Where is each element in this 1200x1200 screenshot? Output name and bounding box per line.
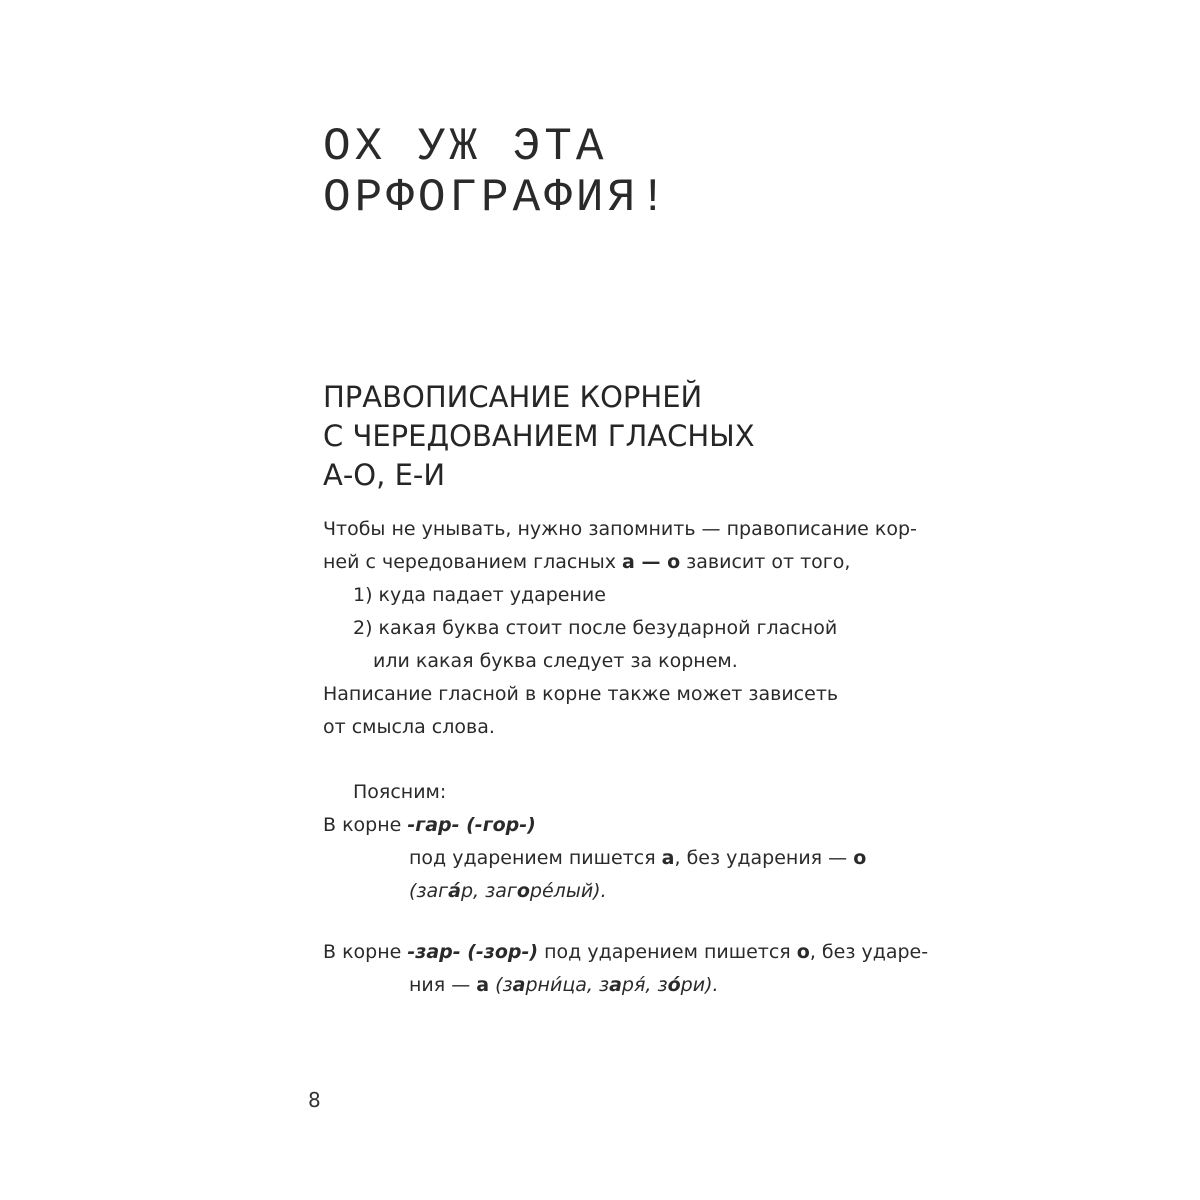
- vowel-bold: о́: [667, 974, 681, 996]
- example-text: рни́ца, з: [525, 974, 610, 996]
- list-item-2-continued: или какая буква следует за корнем.: [373, 650, 738, 672]
- rule-1-line-2: [323, 842, 943, 875]
- vowel-bold: о: [853, 847, 867, 869]
- example-text: ри).: [680, 974, 719, 996]
- example-text: (з: [489, 974, 513, 996]
- list-item-1: 1) куда падает ударение: [353, 584, 606, 606]
- section-title-line-3: А-О, Е-И: [323, 458, 446, 492]
- explain-heading: Поясним:: [353, 781, 447, 803]
- root-label: -зар- (-зор-): [407, 941, 539, 963]
- intro-line-5: Написание гласной в корне также может зависеть: [323, 683, 839, 705]
- vowel-bold: о: [516, 880, 530, 902]
- example-text: ря́, з: [621, 974, 668, 996]
- example-text: ре́лый).: [529, 880, 607, 902]
- rule-text: , без ударения —: [674, 847, 854, 869]
- list-item-2: 2) какая буква стоит после безударной гласной: [353, 617, 838, 639]
- example-text: р, заг: [460, 880, 517, 902]
- intro-text: ней с чередованием гласных: [323, 551, 623, 573]
- body-text: [323, 513, 943, 1002]
- rule-1-line-1: [323, 809, 943, 842]
- chapter-title: [323, 122, 923, 224]
- vowel-bold: а́: [448, 880, 461, 902]
- intro-line-6: от смысла слова.: [323, 716, 495, 738]
- chapter-title-line-2: ОРФОГРАФИЯ!: [323, 172, 671, 224]
- rule-text: под ударением пишется: [538, 941, 797, 963]
- intro-line-1: Чтобы не унывать, нужно запомнить — правописание кор-: [323, 518, 917, 540]
- rule-2-line-2: [323, 969, 943, 1002]
- rule-2-line-1: [323, 936, 943, 969]
- vowel-pair-bold: а — о: [622, 551, 681, 573]
- vowel-bold: а: [609, 974, 622, 996]
- intro-text: зависит от того,: [680, 551, 851, 573]
- section-title-line-2: С ЧЕРЕДОВАНИЕМ ГЛАСНЫХ: [323, 419, 755, 453]
- chapter-title-line-1: ОХ УЖ ЭТА: [323, 121, 608, 173]
- section-title-line-1: ПРАВОПИСАНИЕ КОРНЕЙ: [323, 380, 703, 414]
- rule-text: В корне: [323, 941, 408, 963]
- rule-text: , без ударе-: [809, 941, 929, 963]
- rule-text: под ударением пишется: [409, 847, 662, 869]
- vowel-bold: а: [661, 847, 675, 869]
- vowel-bold: а: [476, 974, 490, 996]
- example-text: (заг: [409, 880, 449, 902]
- vowel-bold: о: [796, 941, 810, 963]
- rule-text: В корне: [323, 814, 408, 836]
- vowel-bold: а: [512, 974, 526, 996]
- rule-1-examples: [323, 875, 943, 908]
- section-title: [323, 378, 963, 495]
- rule-text: ния —: [409, 974, 477, 996]
- root-label: -гар- (-гор-): [407, 814, 536, 836]
- intro-line-2: [323, 546, 943, 579]
- page-number: 8: [308, 1088, 321, 1112]
